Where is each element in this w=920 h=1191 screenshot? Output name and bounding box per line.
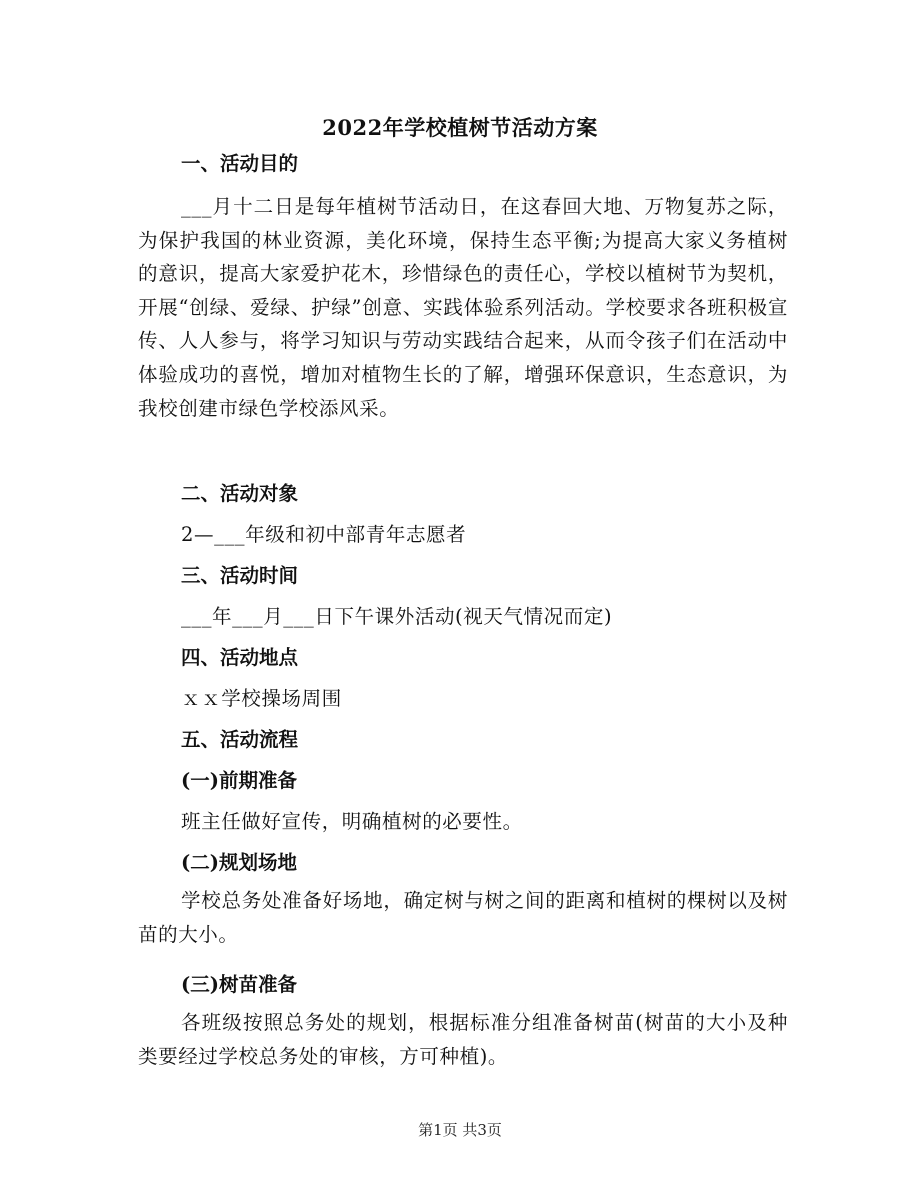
time-text: ___年___月___日下午课外活动(视天气情况而定) [181, 605, 613, 628]
section-heading-purpose: 一、活动目的 [181, 152, 299, 175]
section-heading-time: 三、活动时间 [181, 564, 299, 587]
section-heading-location: 四、活动地点 [181, 646, 299, 669]
paragraph-purpose: ___月十二日是每年植树节活动日，在这春回大地、万物复苏之际，为保护我国的林业资源，美化环境，保持生态平衡;为提高大家义务植树的意识，提高大家爱护花木，珍惜绿色的责任心，学校以植树节为契机，开展“创绿、爱绿、护绿”创意、实践体验系列活动。学校要求各班积极宣传、人人参与，将学习知识与劳动实践结合起来，从而令孩子们在活动中体验成功的喜悦，增加对植物生长的了解，增强环保意识，生态意识，为我校创建市绿色学校添风采。 [138, 195, 788, 420]
subsection-heading-seedlings: (三)树苗准备 [181, 973, 297, 996]
participants-text: 2—___年级和初中部青年志愿者 [181, 523, 467, 546]
section-heading-process: 五、活动流程 [181, 728, 299, 751]
seedlings-text: 各班级按照总务处的规划，根据标准分组准备树苗(树苗的大小及种类要经过学校总务处的审核，方可种植)。 [138, 1011, 788, 1068]
subsection-heading-preparation: (一)前期准备 [181, 769, 297, 792]
page-footer: 第1页 共3页 [418, 1121, 502, 1139]
section-heading-participants: 二、活动对象 [181, 482, 299, 505]
site-planning-text: 学校总务处准备好场地，确定树与树之间的距离和植树的棵树以及树苗的大小。 [138, 889, 788, 946]
page-title: 2022年学校植树节活动方案 [322, 115, 598, 140]
preparation-text: 班主任做好宣传，明确植树的必要性。 [181, 810, 523, 833]
location-text: ｘｘ学校操场周围 [181, 687, 342, 710]
subsection-heading-site-planning: (二)规划场地 [181, 851, 297, 874]
